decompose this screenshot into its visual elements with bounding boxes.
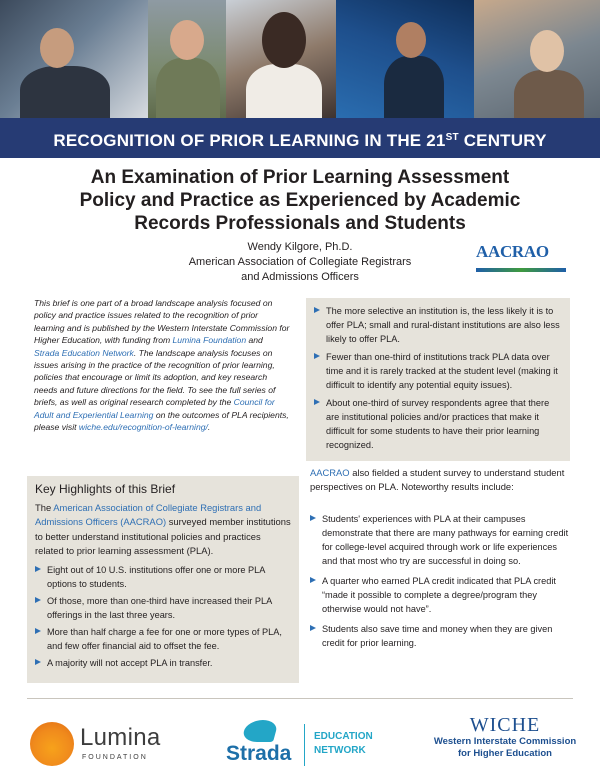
title-line: Policy and Practice as Experienced by Academic [79,190,521,211]
bullet-arrow-icon [310,515,316,521]
title-line: An Examination of Prior Learning Assessment [90,167,510,188]
list-item: More than half charge a fee for one or more types of PLA, and few offer financial aid to offset the fee. [35,625,291,653]
author-block [150,240,450,285]
list-item: About one-third of survey respondents agree that there are institutional policies and/or practices that make it difficult for some students to have their prior learning recognized. [314,396,562,452]
bullet-arrow-icon [310,625,316,631]
student-survey-intro: AACRAO also fielded a student survey to understand student perspectives on PLA. Noteworthy results include: [310,467,565,492]
list-item: Of those, more than one-third have increased their PLA offerings in the last three years. [35,594,291,622]
author-name: Wendy Kilgore, Ph.D. [247,241,353,253]
aacrao-survey-link[interactable]: AACRAO [310,467,350,478]
bullet-arrow-icon [35,628,41,634]
list-item: A majority will not accept PLA in transfer. [35,656,291,670]
cael-link[interactable]: Council for Adult and Experiential Learning [34,397,275,420]
photo-soldier [148,0,226,118]
footer-divider [27,698,573,699]
list-item: The more selective an institution is, the less likely it is to offer PLA; small and rural-distant institutions are also less likely to offer PLA. [314,304,562,346]
list-item: Students also save time and money when they are given credit for prior learning. [310,622,572,650]
author-org: and Admissions Officers [241,271,359,283]
bullet-arrow-icon [314,307,320,313]
footer-logos [0,698,600,776]
strada-link[interactable]: Strada Education Network [34,347,134,358]
bullet-arrow-icon [314,399,320,405]
highlights-continued-box [306,298,570,461]
page-title [40,166,560,235]
bullet-arrow-icon [35,597,41,603]
photo-computer-lab [336,0,474,118]
key-highlights-box [27,476,299,683]
bullet-arrow-icon [35,566,41,572]
strada-mark-icon [241,720,279,742]
photo-student-writing [0,0,148,118]
series-banner: RECOGNITION OF PRIOR LEARNING IN THE 21ST CENTURY [0,118,600,158]
lumina-link[interactable]: Lumina Foundation [172,335,247,346]
strada-logo: Strada EDUCATION NETWORK [222,718,382,770]
aacrao-logo: AACRAO [476,242,566,276]
highlights-heading: Key Highlights of this Brief [35,482,176,496]
list-item: Eight out of 10 U.S. institutions offer one or more PLA options to students. [35,563,291,591]
lumina-sun-icon [30,722,74,766]
photo-strip [0,0,600,118]
highlights-intro: The American Association of Collegiate Registrars and Admissions Officers (AACRAO) surveyed member institutions to better understand institutional policies and practices related to prior learning assessment (PLA). [35,502,291,557]
intro-paragraph: This brief is one part of a broad landscape analysis focused on policy and practice issues related to the recognition of prior learning and is published by the Western Interstate Commission for Higher Education, with funding from Lumina Foundation and Strada Education Network. The landscape analysis focuses on issues arising in the practice of the recognition of prior learning, policies that encourage or limit its adoption, and key research needs and future directions for the field. To see the full series of briefs, as well as original research completed by the Council for Adult and Experiential Learning on the outcomes of PLA recipients, please visit wiche.edu/recognition-of-learning/. [34,298,290,433]
wiche-url-link[interactable]: wiche.edu/recognition-of-learning/ [78,422,208,433]
bullet-arrow-icon [314,353,320,359]
wiche-logo: WICHE Western Interstate Commission for Higher Education [433,714,577,759]
list-item: Fewer than one-third of institutions track PLA data over time and it is rarely tracked at the student level (making it difficult to identify any potential equity issues). [314,350,562,392]
bullet-arrow-icon [35,659,41,665]
author-org: American Association of Collegiate Registrars [188,256,412,268]
photo-server-room [474,0,600,118]
student-survey-results [310,512,572,656]
aacrao-link[interactable]: American Association of Collegiate Registrars and Admissions Officers (AACRAO) [35,502,262,528]
bullet-arrow-icon [310,577,316,583]
lumina-logo: Lumina FOUNDATION [30,718,190,768]
photo-woman-smiling [226,0,336,118]
list-item: A quarter who earned PLA credit indicated that PLA credit “made it possible to complete a degree/program they otherwise would not have”. [310,574,572,616]
list-item: Students' experiences with PLA at their campuses demonstrate that there are many pathways for earning credit for college-level acquired through work or life experiences and that most who try are successful in doing so. [310,512,572,568]
title-line: Records Professionals and Students [134,213,466,234]
